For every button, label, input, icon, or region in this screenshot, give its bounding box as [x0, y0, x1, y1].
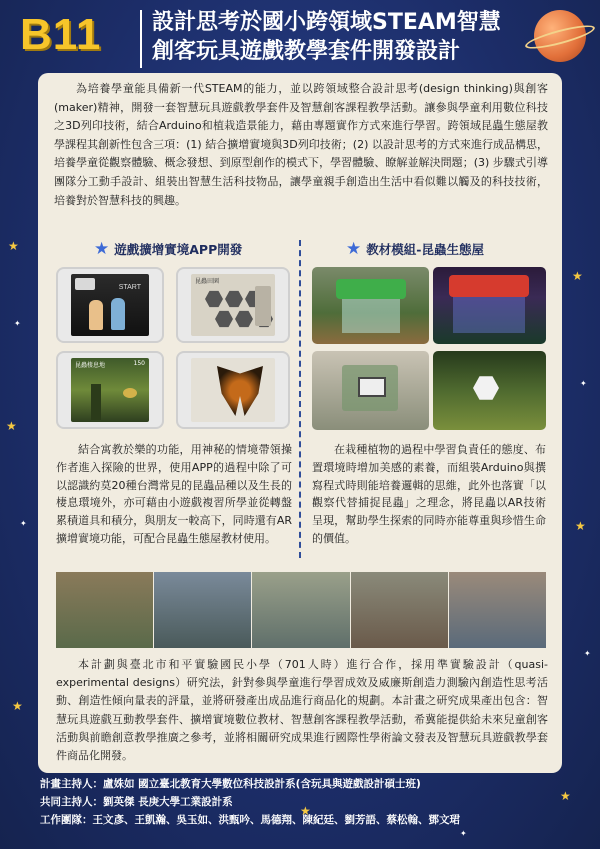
title-divider — [140, 10, 142, 68]
title-line-1: 設計思考於國小跨領域STEAM智慧 — [152, 10, 501, 35]
star-icon: ★ — [6, 419, 17, 433]
outro-paragraph: 本計劃與臺北市和平實驗國民小學（701人時）進行合作，採用準實驗設計（quasi-experimental designs）研究法，針對參與學童進行學習成效及威廉斯創造力測驗內創造性思考活動、創造性傾向量表的評量，並將研發產出成品進行商品化的規劃。本計畫之研究成果產出包含：智慧玩具遊戲互動教學套件、擴增實境數位教材、智慧創客課程教學活動，希冀能提供給未來兒童創客活動與前瞻創意教學推廣之參考，並將相關研究成果進行國際性學術論文發表及智慧玩具遊戲教學套件商品化開發。 — [56, 658, 548, 763]
star-icon: ✦ — [460, 829, 467, 838]
app-screenshot-start — [56, 267, 164, 343]
star-icon: ★ — [94, 239, 110, 259]
star-icon: ★ — [12, 699, 23, 713]
star-icon: ✦ — [580, 379, 587, 388]
star-icon: ★ — [575, 519, 586, 533]
star-icon: ★ — [346, 239, 362, 259]
credits — [40, 775, 540, 829]
app-screenshot-butterfly — [176, 351, 290, 429]
star-icon: ✦ — [14, 319, 21, 328]
star-icon: ★ — [8, 239, 19, 253]
field-title: 昆蟲田園 — [195, 278, 220, 285]
game-score: 150 — [133, 360, 145, 367]
section-heading-kit — [346, 239, 484, 259]
kit-photo-1 — [312, 267, 429, 344]
activity-photo — [449, 572, 546, 648]
star-icon: ★ — [572, 269, 583, 283]
section-heading-kit-label: 教材模組-昆蟲生態屋 — [366, 242, 484, 257]
section-divider — [299, 240, 301, 558]
credit-copi: 共同主持人： 劉英傑 長庚大學工業設計系 — [40, 796, 233, 808]
app-screenshot-game — [56, 351, 164, 429]
game-title: 昆蟲棲息地 — [75, 362, 106, 369]
credit-team: 工作團隊： 王文彥、王凱瀚、吳玉如、洪甄吟、馬德翔、陳紀廷、劉芳語、蔡松翰、鄧文珺 — [40, 814, 460, 826]
app-description: 結合寓教於樂的功能，用神秘的情境帶領操作者進入探險的世界，使用APP的過程中除了可以認識約莫20種台灣常見的昆蟲品種以及生長的棲息環境外，亦可藉由小遊戲複習所學並從轉盤累積道具和積分，與朋友一較高下，同時還有AR擴增實境功能，可配合昆蟲生態屋教材使用。 — [56, 443, 292, 545]
kit-description: 在栽種植物的過程中學習負責任的態度、布置環境時增加美感的素養，而組裝Arduino與撰寫程式時則能培養邏輯的思維，此外也落實「以觀察代替捕捉昆蟲」之理念，將昆蟲以AR技術呈現，幫助學生探索的同時亦能尊重與珍惜生命的價值。 — [312, 443, 546, 545]
kit-photo-2 — [433, 267, 546, 344]
intro-paragraph: 為培養學童能具備新一代STEAM的能力，並以跨領域整合設計思考(design thinking)與創客(maker)精神，開發一套智慧玩具遊戲教學套件及智慧創客課程教學活動。讓參與學童利用數位科技之3D列印技術，結合Arduino和植栽造景能力，藉由專題實作方式來進行學習。跨領域昆蟲生態屋教學課程其創新性包含三項：(1) 結合擴增實境與3D列印技術；(2) 以設計思考的方式來進行成品構思，培養學童從觀察體驗、概念發想、到原型創作的模式下，學習體驗、瞭解並解決問題；(3) 步驟式引導團隊分工動手設計、組裝出智慧生活科技物品，讓學童親手創造出生活中看似難以觸及的科技技術，培養對於智慧科技的興趣。 — [54, 82, 548, 207]
app-screenshot-field — [176, 267, 290, 343]
poster-title — [152, 8, 522, 66]
start-label: START — [118, 284, 141, 291]
credit-pi: 計畫主持人： 盧姝如 國立臺北教育大學數位科技設計系(含玩具與遊戲設計碩士班) — [40, 778, 421, 790]
star-icon: ✦ — [20, 519, 27, 528]
section-heading-app-label: 遊戲擴增實境APP開發 — [114, 242, 243, 257]
activity-photo — [252, 572, 349, 648]
activity-photo-strip — [56, 572, 546, 648]
activity-photo — [154, 572, 251, 648]
kit-photo-3 — [312, 351, 429, 430]
poster-code: B11 — [20, 10, 102, 59]
activity-photo — [351, 572, 448, 648]
star-icon: ★ — [300, 804, 311, 818]
section-heading-app — [94, 239, 242, 259]
star-icon: ★ — [560, 789, 571, 803]
kit-photo-4 — [433, 351, 546, 430]
activity-photo — [56, 572, 153, 648]
star-icon: ✦ — [584, 649, 591, 658]
title-line-2: 創客玩具遊戲教學套件開發設計 — [152, 39, 461, 64]
